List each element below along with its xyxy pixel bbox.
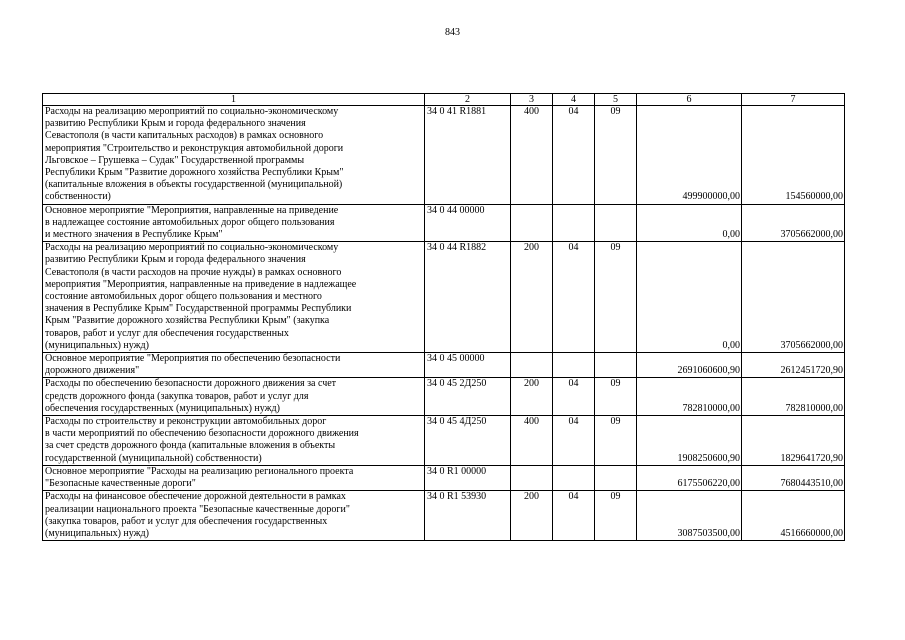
amount-col7: 3705662000,00 bbox=[742, 204, 845, 242]
description-line: Расходы по обеспечению безопасности дорожного движения за счет bbox=[45, 378, 337, 390]
row-description bbox=[43, 353, 425, 378]
expense-type-code: 200 bbox=[511, 491, 553, 541]
target-article-code: 34 0 45 2Д250 bbox=[425, 378, 511, 416]
subsection-code: 09 bbox=[595, 106, 637, 205]
description-line: за счет средств дорожного фонда (капитальные вложения в объекты bbox=[45, 440, 336, 452]
description-line: товаров, работ и услуг для обеспечения государственных bbox=[45, 327, 289, 339]
header-cell: 1 bbox=[43, 94, 425, 106]
subsection-code: 09 bbox=[595, 378, 637, 416]
expense-type-code: 400 bbox=[511, 106, 553, 205]
description-line: собственности) bbox=[45, 191, 111, 203]
description-line: (муниципальных) нужд) bbox=[45, 339, 149, 351]
description-line: Республики Крым "Развитие дорожного хозяйства Республики Крым" bbox=[45, 167, 344, 179]
section-code: 04 bbox=[553, 378, 595, 416]
subsection-code bbox=[595, 204, 637, 242]
target-article-code: 34 0 44 R1882 bbox=[425, 242, 511, 353]
row-description bbox=[43, 242, 425, 353]
description-line: значения в Республике Крым" Государственной программы Республики bbox=[45, 303, 352, 315]
row-description bbox=[43, 204, 425, 242]
subsection-code bbox=[595, 353, 637, 378]
header-cell: 7 bbox=[742, 94, 845, 106]
expense-type-code bbox=[511, 353, 553, 378]
description-line: (муниципальных) нужд) bbox=[45, 527, 149, 539]
description-line: "Безопасные качественные дороги" bbox=[45, 478, 196, 490]
description-line: Крым "Развитие дорожного хозяйства Республики Крым" (закупка bbox=[45, 315, 330, 327]
target-article-code: 34 0 41 R1881 bbox=[425, 106, 511, 205]
page-number: 843 bbox=[445, 27, 460, 38]
description-line: Льговское – Грушевка – Судак" Государственной программы bbox=[45, 154, 305, 166]
amount-col6: 782810000,00 bbox=[637, 378, 742, 416]
expense-type-code: 400 bbox=[511, 416, 553, 466]
subsection-code bbox=[595, 465, 637, 490]
amount-col7: 3705662000,00 bbox=[742, 242, 845, 353]
section-code bbox=[553, 353, 595, 378]
amount-col7: 7680443510,00 bbox=[742, 465, 845, 490]
section-code: 04 bbox=[553, 491, 595, 541]
amount-col6: 3087503500,00 bbox=[637, 491, 742, 541]
amount-col6: 2691060600,90 bbox=[637, 353, 742, 378]
description-line: Расходы по строительству и реконструкции автомобильных дорог bbox=[45, 416, 327, 428]
expense-type-code: 200 bbox=[511, 378, 553, 416]
table-row bbox=[43, 106, 845, 205]
row-description bbox=[43, 378, 425, 416]
description-line: Расходы на реализацию мероприятий по социально-экономическому bbox=[45, 106, 339, 117]
description-line: Расходы на реализацию мероприятий по социально-экономическому bbox=[45, 242, 339, 254]
header-cell: 5 bbox=[595, 94, 637, 106]
description-line: в части мероприятий по обеспечению безопасности дорожного движения bbox=[45, 428, 359, 440]
amount-col7: 782810000,00 bbox=[742, 378, 845, 416]
target-article-code: 34 0 45 00000 bbox=[425, 353, 511, 378]
expense-type-code bbox=[511, 204, 553, 242]
amount-col6: 0,00 bbox=[637, 242, 742, 353]
description-line: развитию Республики Крым и города федерального значения bbox=[45, 118, 306, 130]
table-header-row bbox=[43, 94, 845, 106]
description-line: Основное мероприятие "Мероприятия по обеспечению безопасности bbox=[45, 353, 341, 365]
amount-col6: 6175506220,00 bbox=[637, 465, 742, 490]
header-cell: 3 bbox=[511, 94, 553, 106]
description-line: (капитальные вложения в объекты государственной (муниципальной) bbox=[45, 179, 343, 191]
amount-col7: 154560000,00 bbox=[742, 106, 845, 205]
description-line: государственной (муниципальной) собственности) bbox=[45, 452, 262, 464]
table-row bbox=[43, 465, 845, 490]
description-line: развитию Республики Крым и города федерального значения bbox=[45, 254, 306, 266]
description-line: обеспечения государственных (муниципальных) нужд) bbox=[45, 402, 280, 414]
table-row bbox=[43, 204, 845, 242]
target-article-code: 34 0 R1 00000 bbox=[425, 465, 511, 490]
description-line: дорожного движения" bbox=[45, 365, 140, 377]
target-article-code: 34 0 44 00000 bbox=[425, 204, 511, 242]
header-cell: 4 bbox=[553, 94, 595, 106]
description-line: Основное мероприятие "Мероприятия, направленные на приведение bbox=[45, 204, 339, 216]
row-description bbox=[43, 491, 425, 541]
amount-col7: 2612451720,90 bbox=[742, 353, 845, 378]
description-line: средств дорожного фонда (закупка товаров, работ и услуг для bbox=[45, 390, 309, 402]
description-line: мероприятия "Строительство и реконструкция автомобильной дороги bbox=[45, 142, 344, 154]
section-code: 04 bbox=[553, 242, 595, 353]
amount-col6: 0,00 bbox=[637, 204, 742, 242]
section-code: 04 bbox=[553, 106, 595, 205]
table-row bbox=[43, 491, 845, 541]
amount-col7: 1829641720,90 bbox=[742, 416, 845, 466]
section-code: 04 bbox=[553, 416, 595, 466]
table-row bbox=[43, 353, 845, 378]
expense-type-code: 200 bbox=[511, 242, 553, 353]
row-description bbox=[43, 416, 425, 466]
header-cell: 6 bbox=[637, 94, 742, 106]
description-line: Севастополя (в части расходов на прочие нужды) в рамках основного bbox=[45, 266, 342, 278]
description-line: мероприятия "Мероприятия, направленные на приведение в надлежащее bbox=[45, 278, 357, 290]
subsection-code: 09 bbox=[595, 491, 637, 541]
target-article-code: 34 0 R1 53930 bbox=[425, 491, 511, 541]
budget-table bbox=[42, 93, 845, 541]
section-code bbox=[553, 204, 595, 242]
subsection-code: 09 bbox=[595, 416, 637, 466]
header-cell: 2 bbox=[425, 94, 511, 106]
table-row bbox=[43, 416, 845, 466]
description-line: и местного значения в Республике Крым" bbox=[45, 229, 223, 241]
subsection-code: 09 bbox=[595, 242, 637, 353]
description-line: Основное мероприятие "Расходы на реализацию регионального проекта bbox=[45, 465, 354, 477]
table-row bbox=[43, 378, 845, 416]
expense-type-code bbox=[511, 465, 553, 490]
description-line: Расходы на финансовое обеспечение дорожной деятельности в рамках bbox=[45, 491, 346, 503]
target-article-code: 34 0 45 4Д250 bbox=[425, 416, 511, 466]
row-description bbox=[43, 465, 425, 490]
amount-col7: 4516660000,00 bbox=[742, 491, 845, 541]
amount-col6: 1908250600,90 bbox=[637, 416, 742, 466]
description-line: состояние автомобильных дорог общего пользования и местного bbox=[45, 291, 322, 303]
amount-col6: 499900000,00 bbox=[637, 106, 742, 205]
row-description bbox=[43, 106, 425, 205]
section-code bbox=[553, 465, 595, 490]
description-line: реализации национального проекта "Безопасные качественные дороги" bbox=[45, 503, 350, 515]
description-line: Севастополя (в части капитальных расходов) в рамках основного bbox=[45, 130, 324, 142]
table-row bbox=[43, 242, 845, 353]
description-line: (закупка товаров, работ и услуг для обеспечения государственных bbox=[45, 515, 328, 527]
description-line: в надлежащее состояние автомобильных дорог общего пользования bbox=[45, 216, 335, 228]
